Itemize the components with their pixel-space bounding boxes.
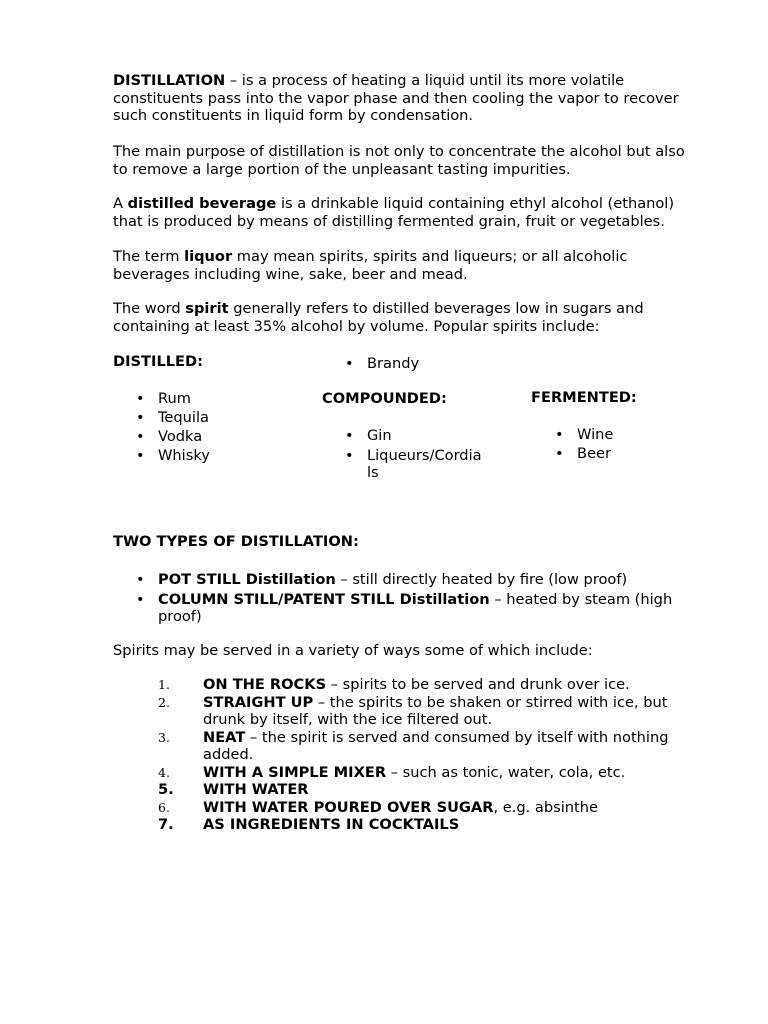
item-text: – spirits to be served and drunk over ice. <box>326 676 630 693</box>
definition-text: is a drinkable liquid containing ethyl alcohol (ethanol) that is produced by means of distilling fermented grain, fruit or vegetables. <box>113 195 675 230</box>
term-spirit: spirit <box>185 300 229 317</box>
item-term: ON THE ROCKS <box>203 676 327 693</box>
list-item <box>136 591 703 626</box>
list-item <box>158 694 703 729</box>
item-text: – heated by steam (high proof) <box>158 590 673 625</box>
list-item: • Whisky <box>136 446 306 465</box>
paragraph-purpose: The main purpose of distillation is not only to concentrate the alcohol but also to remove a large portion of the unpleasant tasting impurities. <box>113 143 685 178</box>
term-liquor: liquor <box>184 248 233 265</box>
list-item: • Vodka <box>136 427 306 446</box>
definition-text: generally refers to distilled beverages low in sugars and containing at least 35% alcohol by volume. Popular spirits include: <box>113 300 644 335</box>
item-number: 5. <box>158 781 174 798</box>
list-item: • Gin <box>345 427 493 445</box>
heading-compounded: COMPOUNDED: <box>322 390 447 407</box>
list-item <box>158 816 703 834</box>
item-number: 7. <box>158 816 174 833</box>
item-text: – still directly heated by fire (low proof) <box>335 571 628 588</box>
list-distilled-continued <box>345 354 515 373</box>
text-lead: A <box>113 195 128 212</box>
heading-two-types: TWO TYPES OF DISTILLATION: <box>113 533 359 550</box>
text-lead: The word <box>113 300 186 317</box>
item-number: 6. <box>158 799 170 815</box>
list-item <box>158 676 703 694</box>
list-fermented <box>555 425 705 463</box>
list-item: • Brandy <box>345 354 515 373</box>
item-text: , e.g. absinthe <box>493 798 598 816</box>
heading-distilled: DISTILLED: <box>113 353 203 370</box>
item-number: 1. <box>158 677 170 692</box>
text-lead: The term <box>113 248 185 265</box>
item-text: – the spirits to be shaken or stirred with ice, but drunk by itself, with the ice filtered out. <box>203 693 668 728</box>
item-number: 4. <box>158 764 170 780</box>
paragraph-spirit <box>113 300 703 335</box>
list-compounded <box>345 427 493 484</box>
item-term: WITH WATER POURED OVER SUGAR <box>203 798 494 816</box>
list-item: • Wine <box>555 425 705 444</box>
list-item: • Rum <box>136 389 306 408</box>
item-number: 3. <box>158 729 170 745</box>
list-serving-ways <box>158 676 703 834</box>
list-item: • Liqueurs/Cordia ls <box>345 447 493 482</box>
term-pot-still: POT STILL Distillation <box>158 571 336 588</box>
paragraph-distillation-definition <box>113 72 703 125</box>
term-distillation: DISTILLATION <box>113 72 226 89</box>
list-item <box>158 781 703 799</box>
item-term: STRAIGHT UP <box>203 693 314 711</box>
paragraph-distilled-beverage <box>113 195 703 230</box>
item-term: WITH WATER <box>203 781 309 798</box>
definition-text: may mean spirits, spirits and liqueurs; or all alcoholic beverages including wine, sake, beer and mead. <box>113 248 628 283</box>
list-item <box>158 799 703 817</box>
item-term: WITH A SIMPLE MIXER <box>203 763 387 781</box>
list-item: • Beer <box>555 444 705 463</box>
list-item <box>158 764 703 782</box>
term-column-still: COLUMN STILL/PATENT STILL Distillation <box>158 590 490 608</box>
list-item <box>136 571 703 589</box>
item-text: – the spirit is served and consumed by itself with nothing added. <box>203 728 669 763</box>
item-term: AS INGREDIENTS IN COCKTAILS <box>203 816 460 833</box>
heading-fermented: FERMENTED: <box>531 389 637 406</box>
list-distilled <box>136 389 306 465</box>
item-text: – such as tonic, water, cola, etc. <box>386 763 626 781</box>
item-number: 2. <box>158 694 170 710</box>
paragraph-liquor <box>113 248 703 283</box>
list-item: • Tequila <box>136 408 306 427</box>
list-distillation-types <box>136 571 703 628</box>
definition-text: – is a process of heating a liquid until its more volatile constituents pass into the vapor phase and then cooling the vapor to recover such constituents in liquid form by condensation. <box>113 72 679 124</box>
item-term: NEAT <box>203 728 246 746</box>
paragraph-serving-intro: Spirits may be served in a variety of ways some of which include: <box>113 642 593 659</box>
term-distilled-beverage: distilled beverage <box>127 195 277 212</box>
list-item <box>158 729 703 764</box>
